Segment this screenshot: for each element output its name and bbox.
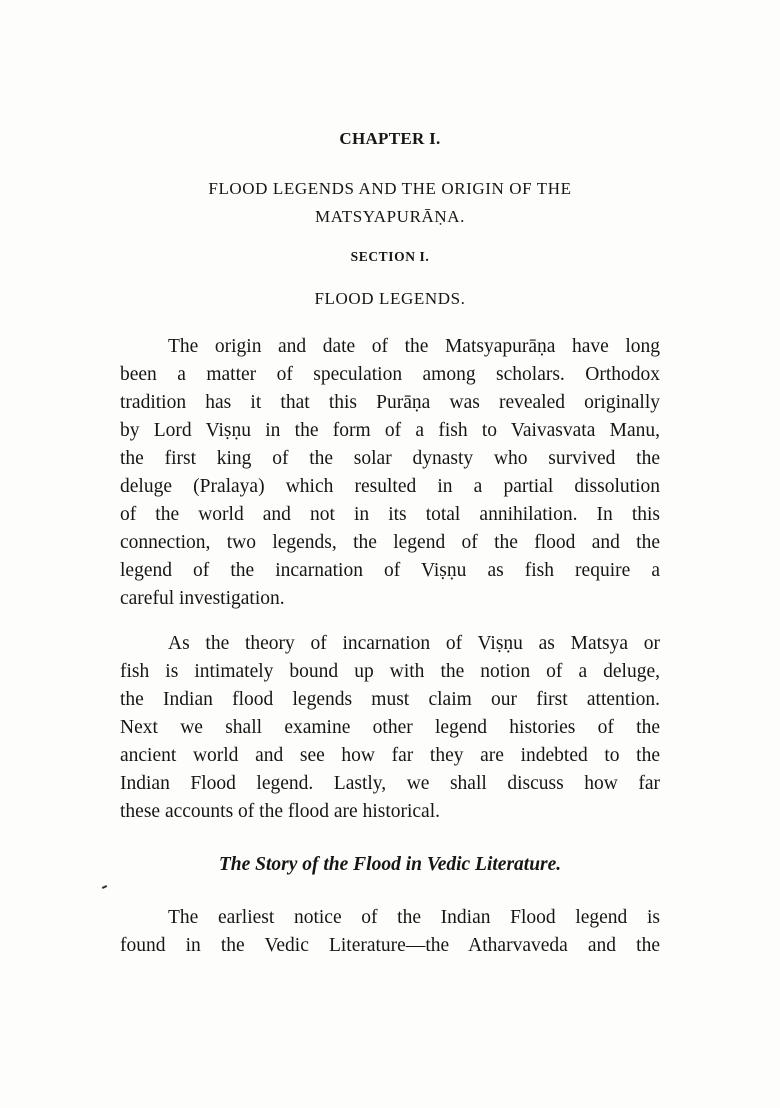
chapter-title-line: FLOOD LEGENDS AND THE ORIGIN OF THE — [208, 179, 572, 198]
chapter-heading: CHAPTER I. — [339, 129, 441, 148]
text-line: tradition has it that this Purāṇa was revealed originally — [120, 392, 660, 413]
chapter-title — [0, 175, 780, 231]
text-line: legend of the incarnation of Viṣṇu as fish require a — [120, 560, 660, 581]
text-line: ancient world and see how far they are indebted to the — [120, 745, 660, 766]
scan-mark — [102, 885, 107, 889]
section-title: FLOOD LEGENDS. — [314, 289, 466, 308]
text-line: been a matter of speculation among scholars. Orthodox — [120, 364, 660, 385]
text-line: the first king of the solar dynasty who survived the — [120, 448, 660, 469]
text-line: fish is intimately bound up with the notion of a deluge, — [120, 661, 660, 682]
text-line: Next we shall examine other legend histories of the — [120, 717, 660, 738]
section-heading: SECTION I. — [350, 249, 430, 264]
text-line: by Lord Viṣṇu in the form of a fish to Vaivasvata Manu, — [120, 420, 660, 441]
paragraph-3 — [120, 904, 660, 960]
text-line: As the theory of incarnation of Viṣṇu as Matsya or — [168, 633, 660, 654]
text-line: the Indian flood legends must claim our first attention. — [120, 689, 660, 710]
text-line: The earliest notice of the Indian Flood legend is — [168, 907, 660, 928]
text-line: The origin and date of the Matsyapurāṇa have long — [168, 336, 660, 357]
text-line: deluge (Pralaya) which resulted in a partial dissolution — [120, 476, 660, 497]
text-line: of the world and not in its total annihilation. In this — [120, 504, 660, 525]
text-line: connection, two legends, the legend of the flood and the — [120, 532, 660, 553]
chapter-title-line: MATSYAPURĀṆA. — [315, 207, 465, 226]
text-line: found in the Vedic Literature—the Atharvaveda and the — [120, 935, 660, 956]
paragraph-1 — [120, 333, 660, 613]
text-line: these accounts of the flood are historical. — [120, 801, 441, 822]
text-line: careful investigation. — [120, 588, 285, 609]
text-line: Indian Flood legend. Lastly, we shall discuss how far — [120, 773, 660, 794]
paragraph-2 — [120, 630, 660, 826]
subheading: The Story of the Flood in Vedic Literature. — [218, 854, 562, 875]
